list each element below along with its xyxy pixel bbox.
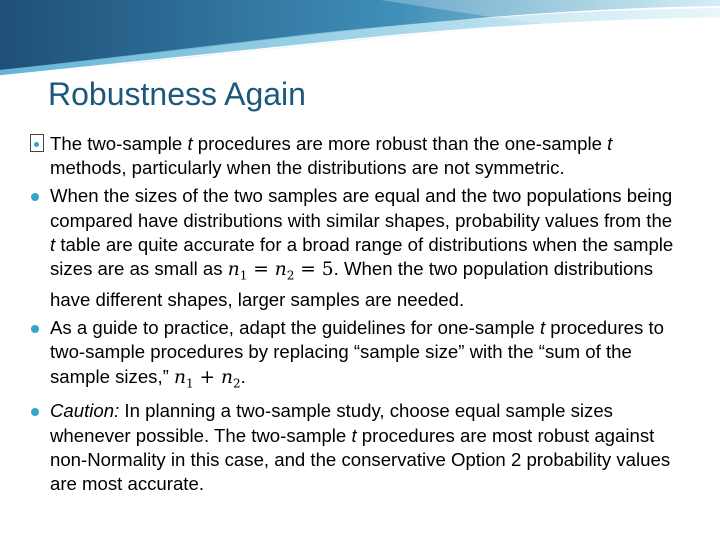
bullet-list: [20, 132, 680, 500]
bullet-item: The two-sample t procedures are more robust than the one-sample t methods, particularly when the distributions are not symmetric.: [20, 132, 680, 180]
header-wave-decoration: [0, 0, 720, 80]
bullet-dot-icon: [31, 193, 39, 201]
caution-label: Caution:: [50, 400, 120, 422]
equation: $n_1 = n_2 = 5$: [227, 259, 334, 283]
slide-title: Robustness Again: [48, 76, 306, 112]
bullet-item: Caution: In planning a two-sample study, choose equal sample sizes whenever possible. The two-sample t procedures are most robust against non-Normality in this case, and the conservative Option 2 probability values are most accurate.: [20, 399, 680, 496]
bullet-item: As a guide to practice, adapt the guidelines for one-sample t procedures to two-sample procedures by replacing “sample size” with the “sum of the sample sizes,” $n_1 + n_2$.: [20, 316, 680, 395]
bullet-dot-icon: [31, 408, 39, 416]
missing-glyph-icon: [30, 134, 44, 152]
bullet-dot-icon: [31, 325, 39, 333]
equation: $n_1 + n_2$: [174, 366, 241, 391]
bullet-item: When the sizes of the two samples are equal and the two populations being compared have distributions with similar shapes, probability values from the t table are quite accurate for a broad range of distributions when the sample sizes are as small as $n_1 = n_2 = 5$. When the two population distributions have different shapes, larger samples are needed.: [20, 184, 680, 312]
